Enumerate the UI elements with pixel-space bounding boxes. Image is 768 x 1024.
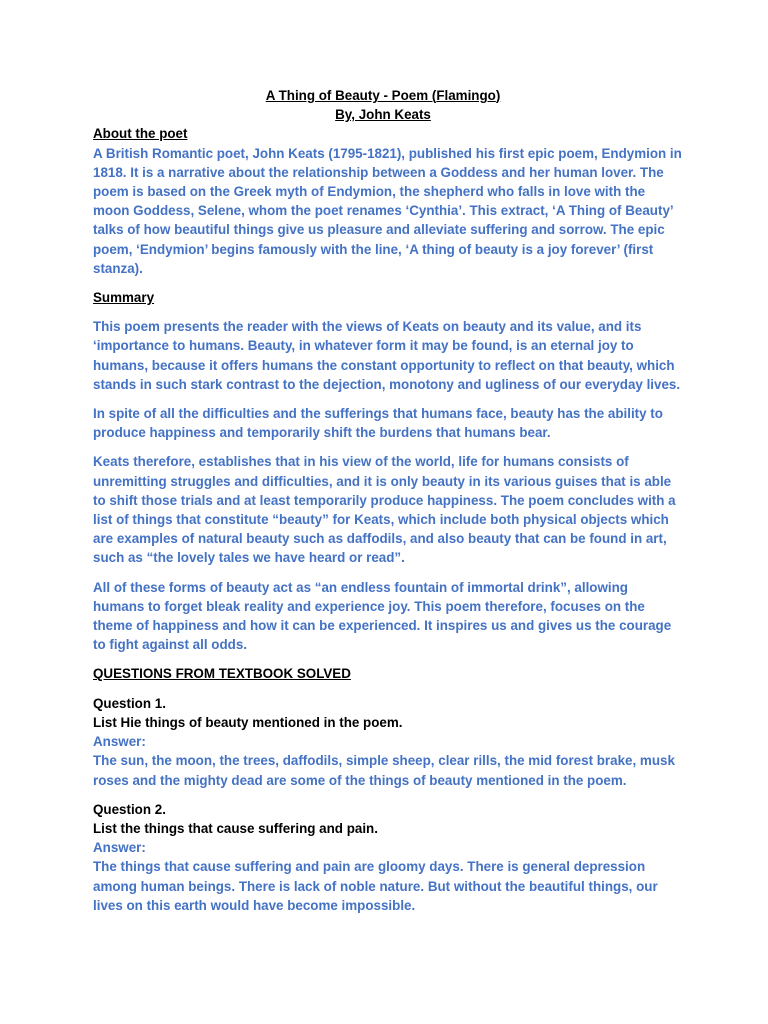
author-text: By, John Keats: [335, 107, 431, 123]
answer-text: The sun, the moon, the trees, daffodils, simple sheep, clear rills, the mid forest brake, musk roses and the mighty dead are some of the things of beauty mentioned in the poem.: [93, 753, 675, 788]
question-text: List Hie things of beauty mentioned in the poem.: [93, 714, 403, 730]
question-number: Question 1.: [93, 695, 166, 711]
question-block-2: [93, 800, 683, 915]
question-block-1: [93, 694, 683, 790]
answer-label: Answer:: [93, 734, 146, 750]
summary-heading: Summary: [93, 290, 155, 306]
questions-heading: QUESTIONS FROM TEXTBOOK SOLVED: [93, 666, 351, 682]
question-text: List the things that cause suffering and pain.: [93, 820, 378, 836]
document-content: [93, 86, 683, 915]
title-main: A Thing of Beauty - Poem (: [265, 88, 437, 103]
summary-paragraph-3: Keats therefore, establishes that in his view of the world, life for humans consists of unremitting struggles and difficulties, and it is only beauty in its various guises that is able to shift those trials and at least temporarily produce happiness. The poem concludes with a list of things that constitute “beauty” for Keats, which include both physical objects which are examples of natural beauty such as daffodils, and also beauty that can be found in art, such as “the lovely tales we have heard or read”.: [93, 454, 676, 566]
author-line: [93, 105, 673, 124]
summary-paragraph-4: All of these forms of beauty act as “an endless fountain of immortal drink”, allowing humans to forget bleak reality and experience joy. This poem therefore, focuses on the theme of happiness and how it can be experienced. It inspires us and gives us the courage to fight against all odds.: [93, 579, 672, 653]
question-number: Question 2.: [93, 801, 166, 817]
summary-paragraph-2: In spite of all the difficulties and the sufferings that humans face, beauty has the ability to produce happiness and temporarily shift the burdens that humans bear.: [93, 406, 663, 441]
about-heading: About the poet: [93, 126, 188, 142]
about-paragraph: A British Romantic poet, John Keats (1795-1821), published his first epic poem, Endymion in 1818. It is a narrative about the relationship between a Goddess and her human lover. The poem is based on the Greek myth of Endymion, the shepherd who falls in love with the moon Goddess, Selene, whom the poet renames ‘Cynthia’. This extract, ‘A Thing of Beauty’ talks of how beautiful things give us pleasure and alleviate suffering and sorrow. The epic poem, ‘Endymion’ begins famously with the line, ‘A thing of beauty is a joy forever’ (first stanza).: [93, 145, 682, 276]
answer-text: The things that cause suffering and pain are gloomy days. There is general depression among human beings. There is lack of noble nature. But without the beautiful things, our lives on this earth would have become impossible.: [93, 859, 658, 913]
title-close: ): [495, 88, 501, 103]
answer-label: Answer:: [93, 840, 146, 856]
document-title: [93, 86, 673, 105]
title-book: Flamingo: [436, 88, 496, 103]
summary-paragraph-1: This poem presents the reader with the views of Keats on beauty and its value, and its ‘importance to humans. Beauty, in whatever form it may be found, is an eternal joy to humans, because it offers humans the constant opportunity to reflect on that beauty, which stands in such stark contrast to the dejection, monotony and ugliness of our everyday lives.: [93, 319, 681, 392]
